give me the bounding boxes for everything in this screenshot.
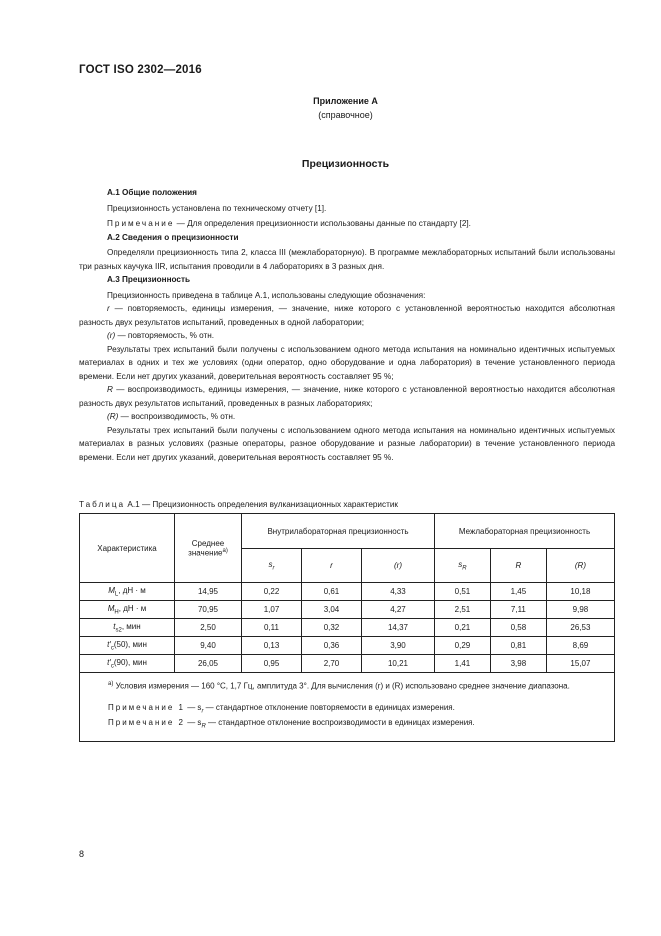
symbol-r: r — [107, 304, 110, 313]
definition-R — [79, 383, 615, 410]
table-caption-label: Таблица — [79, 500, 126, 509]
cell-R: 1,45 — [490, 583, 546, 601]
cell-sR: 0,51 — [435, 583, 491, 601]
a1-paragraph: Прецизионность установлена по техническому отчету [1]. — [107, 203, 327, 213]
header-inter: Межлабораторная прецизионность — [435, 514, 615, 549]
note1-label: Примечание 1 — [108, 702, 185, 712]
header-mean-text: Среднее значение — [188, 538, 225, 558]
cell-r: 3,04 — [301, 601, 361, 619]
table-row — [80, 583, 615, 601]
cell-r-rel: 10,21 — [361, 655, 434, 673]
section-a3-heading: А.3 Прецизионность — [107, 275, 191, 284]
row-sym: t′ — [107, 657, 111, 667]
header-sr-sub: r — [272, 565, 275, 572]
header-sr — [242, 549, 302, 583]
a2-paragraph: Определяли прецизионность типа 2, класса III (межлабораторную). В программе межлабораторных испытаний были использованы три разных каучука IIR, испытания проводили в 4 лабораториях в 3 разных дня. — [79, 248, 615, 271]
row-sub: c — [110, 645, 114, 652]
cell-sR: 1,41 — [435, 655, 491, 673]
header-sr-sym: s — [268, 559, 273, 569]
cell-R-rel: 8,69 — [546, 637, 614, 655]
cell-sR: 2,51 — [435, 601, 491, 619]
row-unit: (50), мин — [113, 639, 147, 649]
note1-sub: r — [201, 708, 204, 715]
definition-R-text: — воспроизводимость, единицы измерения, — значение, ниже которого с установленной вероятностью находится абсолютная разность двух результатов испытаний, проведенных в разных лабораториях; — [79, 385, 615, 408]
cell-mean: 26,05 — [175, 655, 242, 673]
cell-R: 0,58 — [490, 619, 546, 637]
cell-r-rel: 4,27 — [361, 601, 434, 619]
cell-r: 0,32 — [301, 619, 361, 637]
cell-r: 0,36 — [301, 637, 361, 655]
body-text — [79, 186, 615, 464]
row-characteristic — [80, 601, 175, 619]
cell-R: 3,98 — [490, 655, 546, 673]
cell-R: 7,11 — [490, 601, 546, 619]
table-footnote — [88, 678, 606, 693]
annex-type: (справочное) — [318, 110, 373, 120]
symbol-R: R — [107, 385, 113, 394]
cell-sr: 0,11 — [242, 619, 302, 637]
note2-label: Примечание 2 — [108, 718, 185, 728]
header-sR-sym: s — [458, 559, 463, 569]
row-unit: , мин — [121, 621, 141, 631]
definition-r-rel — [79, 329, 615, 343]
cell-mean: 70,95 — [175, 601, 242, 619]
page-title: Прецизионность — [301, 158, 390, 170]
cell-mean: 2,50 — [175, 619, 242, 637]
row-unit: , дН · м — [118, 585, 146, 595]
table-caption-text: А.1 — Прецизионность определения вулканизационных характеристик — [125, 500, 398, 509]
table-row — [80, 619, 615, 637]
cell-r: 2,70 — [301, 655, 361, 673]
note2-text: — s — [184, 718, 202, 728]
note2-sub: R — [201, 723, 206, 730]
cell-r-rel: 4,33 — [361, 583, 434, 601]
results-paragraph-1: Результаты трех испытаний были получены с использованием одного метода испытания на номинально идентичных испытуемых материалах в одних и тех же условиях (одни оператор, одно оборудование и одна лаборатория) в течение установленного периода времени. Если нет других указаний, доверительная вероятность составляет 95 %; — [79, 344, 615, 381]
document-code: ГОСТ ISO 2302—2016 — [79, 64, 202, 76]
results-paragraph-2: Результаты трех испытаний были получены с использованием одного метода испытания на номинально идентичных испытуемых материалах в разных условиях (разные операторы, разное оборудование и разные лаборатории) в течение установленного периода времени. Если нет других указаний, доверительная вероятность составляет 95 %. — [79, 425, 615, 462]
row-sym: M — [108, 585, 115, 595]
header-R: R — [490, 549, 546, 583]
note1-rest: — стандартное отклонение повторяемости в единицах измерения. — [203, 702, 455, 712]
cell-r: 0,61 — [301, 583, 361, 601]
header-characteristic: Характеристика — [80, 514, 175, 583]
header-r-rel: (r) — [361, 549, 434, 583]
definition-r — [79, 302, 615, 329]
row-unit: (90), мин — [113, 657, 147, 667]
header-mean — [175, 514, 242, 583]
cell-r-rel: 14,37 — [361, 619, 434, 637]
section-a1-heading: А.1 Общие положения — [107, 188, 197, 197]
page-number: 8 — [79, 849, 85, 859]
definition-R-rel — [79, 410, 615, 424]
a1-note — [79, 217, 615, 231]
footnote-text: Условия измерения — 160 °С, 1,7 Гц, амплитуда 3°. Для вычисления (r) и (R) использовано среднее значение диапазона. — [113, 681, 570, 691]
table-caption — [79, 500, 398, 509]
table-notes-row — [80, 673, 615, 742]
table-row — [80, 601, 615, 619]
row-characteristic — [80, 655, 175, 673]
a3-intro: Прецизионность приведена в таблице А.1, использованы следующие обозначения: — [107, 290, 426, 300]
definition-r-rel-text: — повторяемость, % отн. — [115, 331, 215, 340]
row-characteristic — [80, 619, 175, 637]
header-intra: Внутрилабораторная прецизионность — [242, 514, 435, 549]
table-note-1 — [88, 702, 606, 718]
cell-R: 0,81 — [490, 637, 546, 655]
cell-sr: 0,13 — [242, 637, 302, 655]
note2-rest: — стандартное отклонение воспроизводимости в единицах измерения. — [205, 718, 475, 728]
note-text: — Для определения прецизионности использованы данные по стандарту [2]. — [174, 219, 471, 228]
row-characteristic — [80, 637, 175, 655]
header-R-rel: (R) — [546, 549, 614, 583]
section-a2-heading: А.2 Сведения о прецизионности — [107, 232, 239, 242]
table-notes — [80, 673, 615, 742]
cell-R-rel: 10,18 — [546, 583, 614, 601]
symbol-r-rel: (r) — [107, 331, 116, 340]
cell-sR: 0,29 — [435, 637, 491, 655]
header-sR — [435, 549, 491, 583]
note-label: Примечание — [107, 219, 175, 228]
table-row — [80, 655, 615, 673]
row-sub: c — [110, 663, 114, 670]
row-sym: M — [107, 603, 115, 613]
cell-sr: 1,07 — [242, 601, 302, 619]
row-sym: t — [113, 621, 116, 631]
table-header-row — [80, 514, 615, 549]
definition-R-rel-text: — воспроизводимость, % отн. — [118, 412, 236, 421]
annex-label: Приложение А — [313, 96, 378, 106]
symbol-R-rel: (R) — [107, 412, 119, 421]
definition-r-text: — повторяемость, единицы измерения, — значение, ниже которого с установленной вероятностью находится абсолютная разность двух результатов испытаний, проведенных в одной лаборатории; — [79, 304, 615, 327]
footnote-mark: а) — [108, 681, 114, 687]
cell-sR: 0,21 — [435, 619, 491, 637]
row-sub: H — [114, 609, 119, 616]
row-sub: s2 — [115, 627, 122, 634]
row-sub: L — [114, 591, 119, 598]
note1-text: — s — [184, 702, 202, 712]
cell-R-rel: 26,53 — [546, 619, 614, 637]
header-sR-sub: R — [462, 565, 467, 572]
header-mean-footnote: а) — [222, 547, 228, 554]
cell-sr: 0,95 — [242, 655, 302, 673]
row-characteristic — [80, 583, 175, 601]
header-r: r — [301, 549, 361, 583]
cell-r-rel: 3,90 — [361, 637, 434, 655]
row-sym: t′ — [107, 639, 111, 649]
precision-table — [79, 513, 615, 742]
cell-R-rel: 15,07 — [546, 655, 614, 673]
row-unit: , дН · м — [118, 603, 147, 613]
table-note-2 — [88, 717, 606, 733]
cell-sr: 0,22 — [242, 583, 302, 601]
cell-mean: 14,95 — [175, 583, 242, 601]
cell-R-rel: 9,98 — [546, 601, 614, 619]
cell-mean: 9,40 — [175, 637, 242, 655]
table-row — [80, 637, 615, 655]
